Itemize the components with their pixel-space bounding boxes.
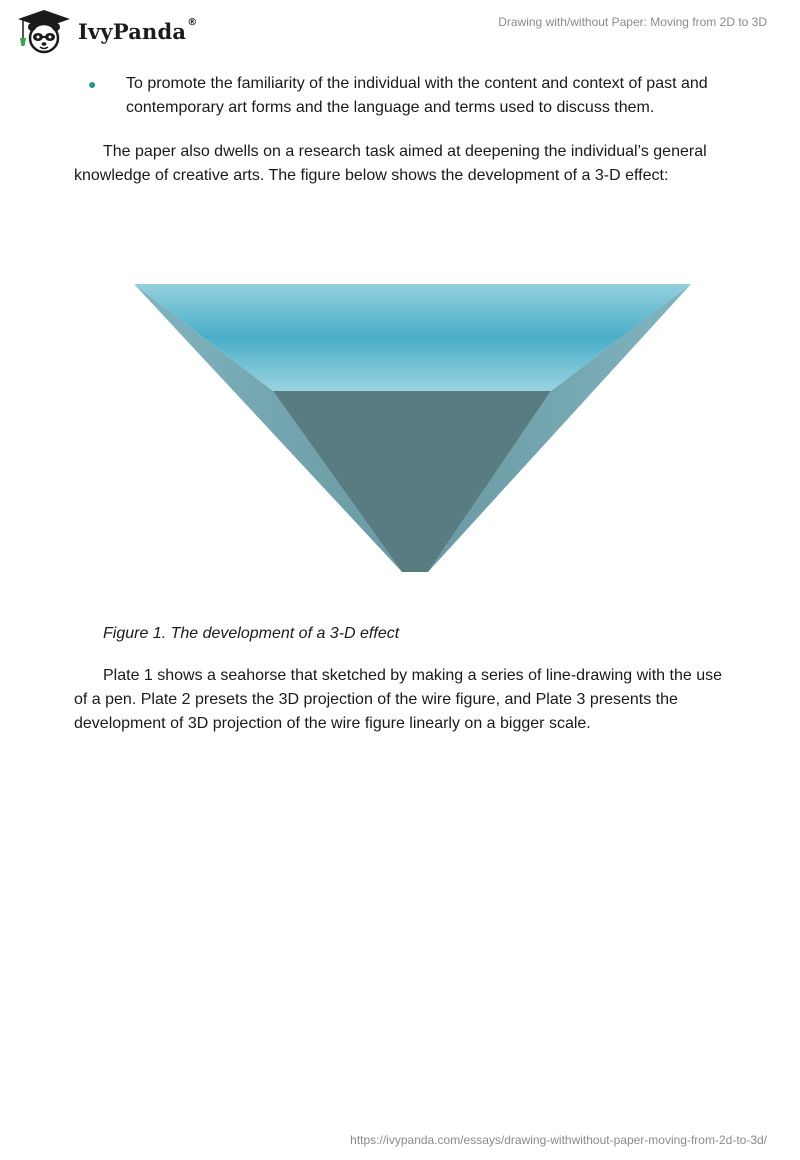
page-header <box>0 0 800 60</box>
footer-url-link[interactable]: https://ivypanda.com/essays/drawing-withwithout-paper-moving-from-2d-to-3d/ <box>350 1133 767 1147</box>
bullet-text: To promote the familiarity of the individual with the content and context of past and contemporary art forms and the language and terms used to discuss them. <box>126 75 708 116</box>
bullet-dot-icon: ● <box>88 76 97 92</box>
registered-mark: ® <box>187 16 198 28</box>
body-paragraph-2: Plate 1 shows a seahorse that sketched by making a series of line-drawing with the use of a pen. Plate 2 presets the 3D projection of the wire figure, and Plate 3 presents the development of 3D projection of the wire figure linearly on a bigger scale. <box>74 667 722 732</box>
inverted-pyramid-3d-illustration <box>130 280 700 580</box>
logo-wordmark: IvyPanda® <box>78 16 198 44</box>
figure-caption: Figure 1. The development of a 3-D effect <box>103 625 400 642</box>
running-title: Drawing with/without Paper: Moving from 2D to 3D <box>498 15 767 29</box>
body-paragraph-1: The paper also dwells on a research task aimed at deepening the individual’s general knowledge of creative arts. The figure below shows the development of a 3-D effect: <box>74 143 707 184</box>
panda-graduate-icon <box>16 8 72 54</box>
ivypanda-logo[interactable] <box>16 8 197 54</box>
figure-1 <box>130 280 700 580</box>
